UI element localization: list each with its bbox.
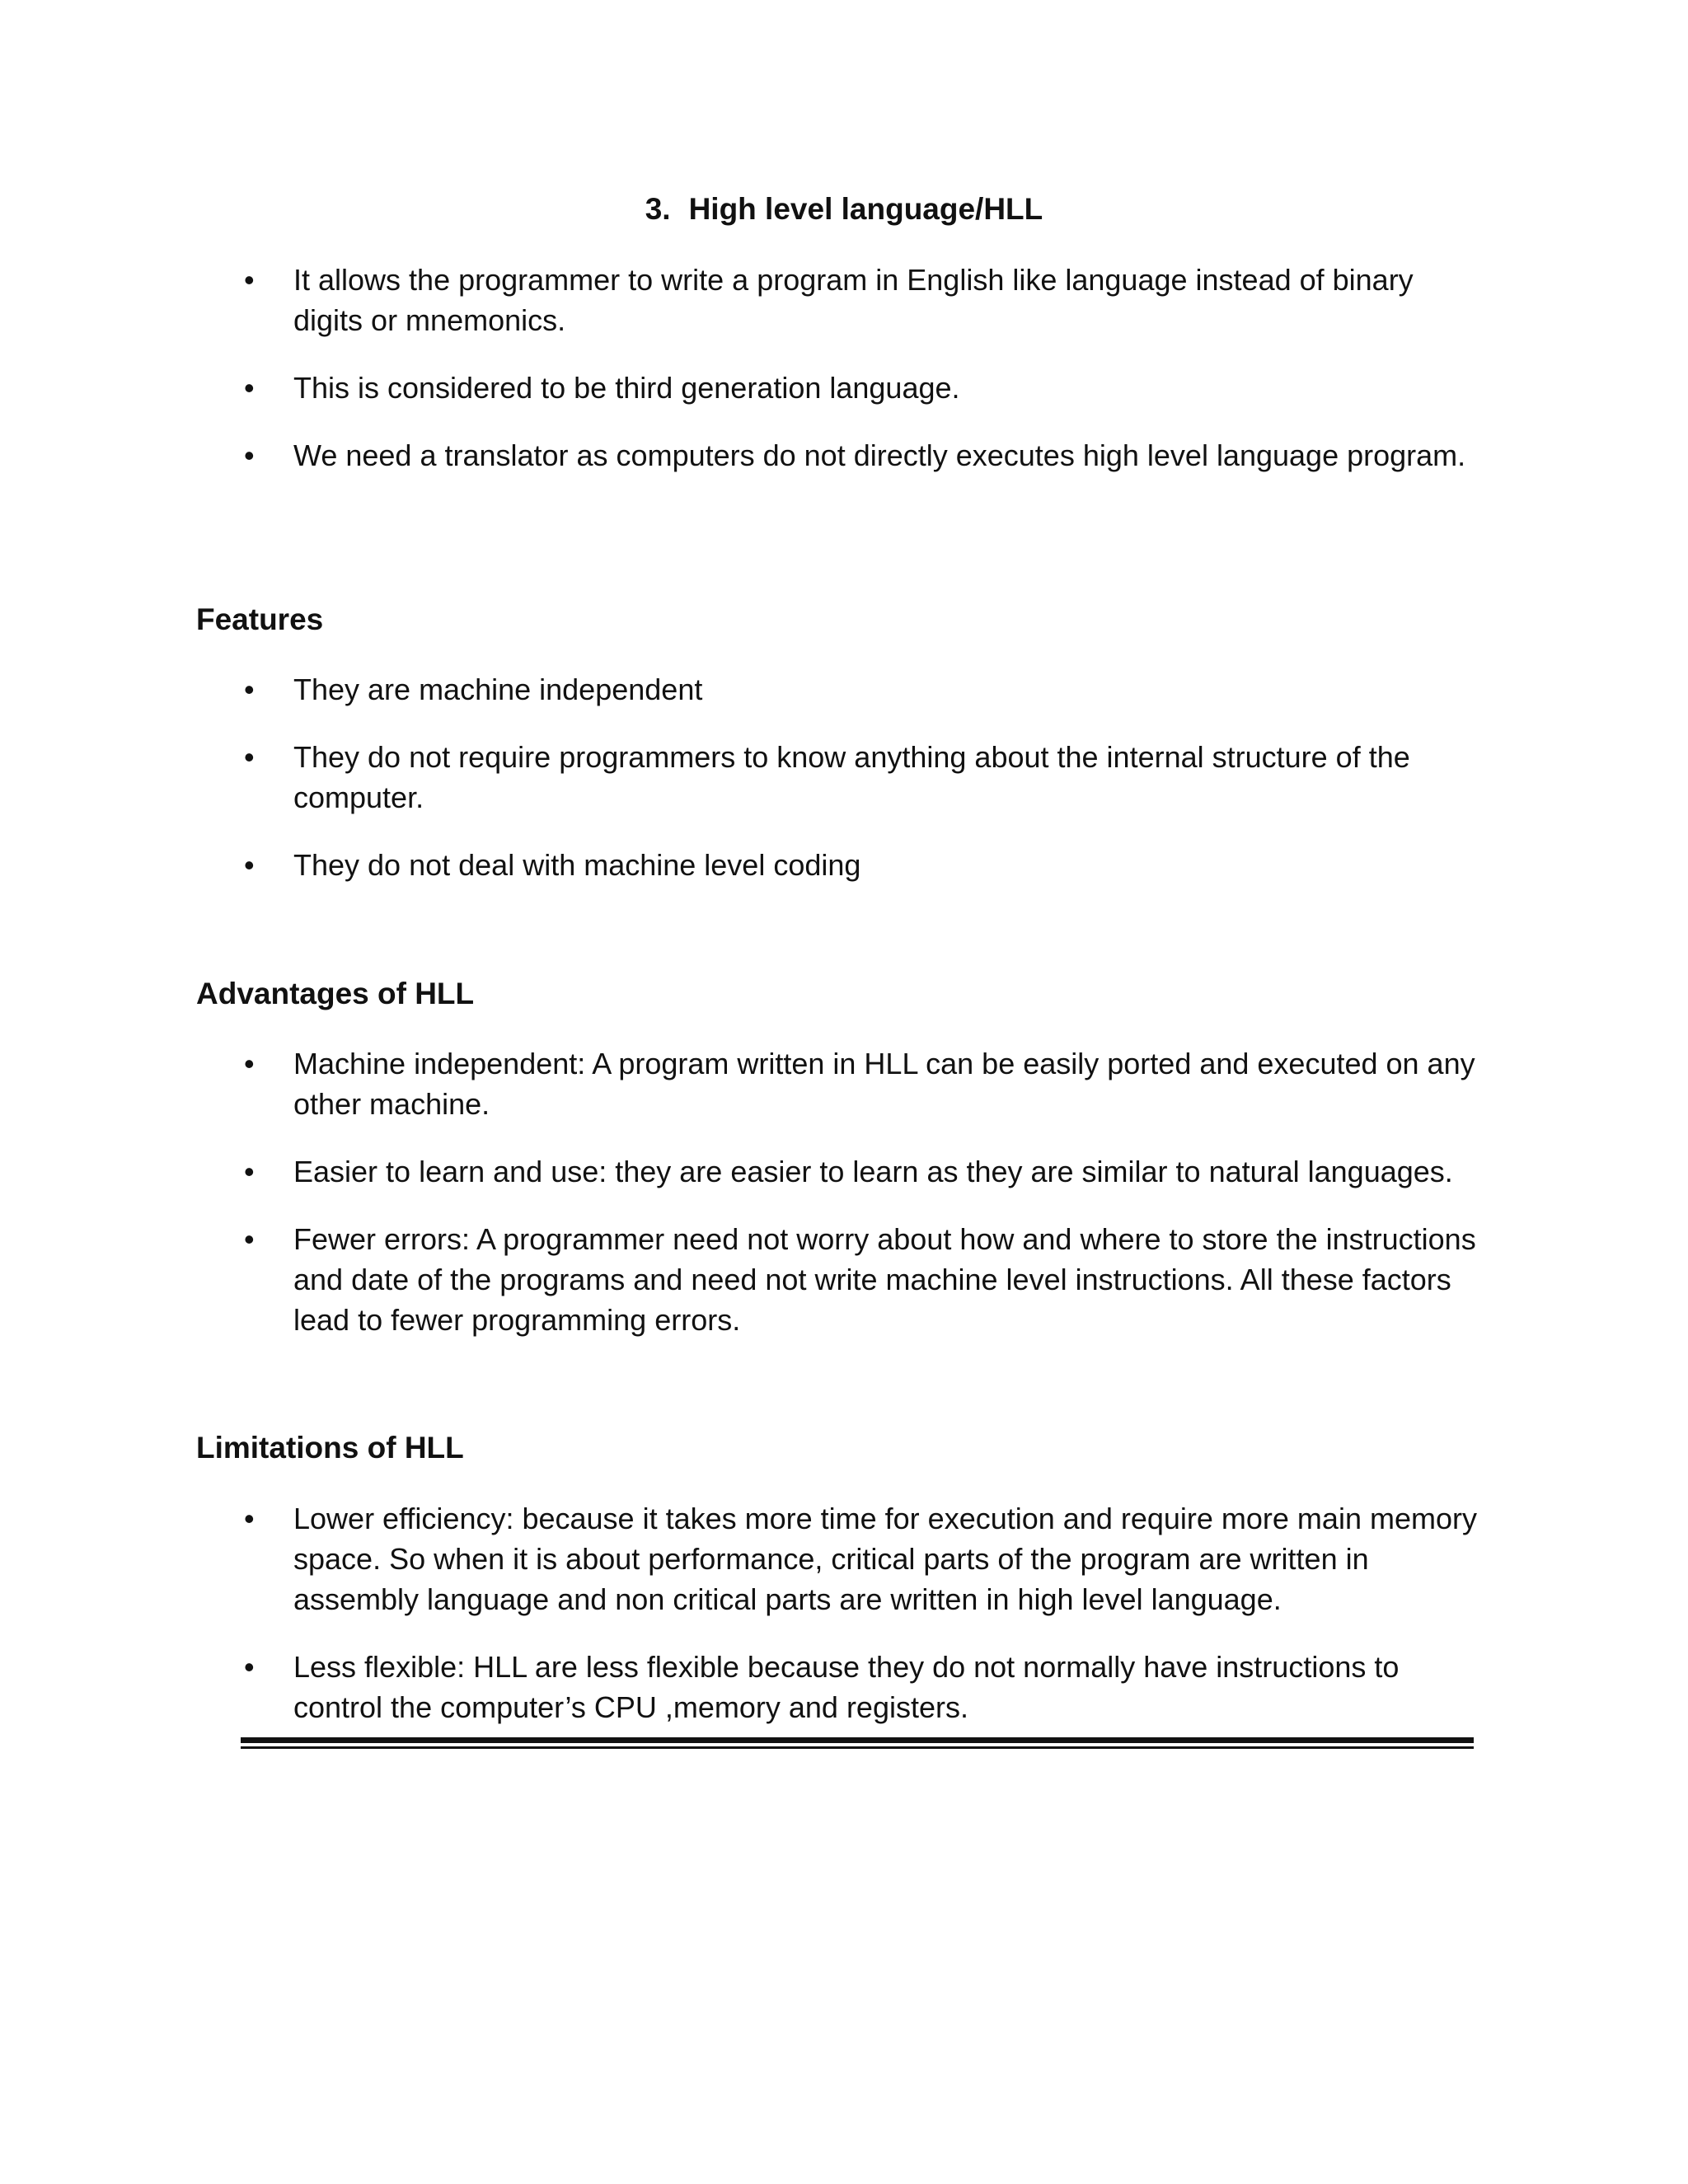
bullet-icon: • — [244, 1155, 255, 1188]
bullet-icon: • — [244, 1222, 255, 1256]
bullet-icon: • — [244, 1047, 255, 1080]
advantages-list — [0, 1043, 1480, 1367]
list-item: • Machine independent: A program written in HLL can be easily ported and executed on any other machine. — [0, 1043, 1480, 1124]
list-item: • They do not require programmers to know anything about the internal structure of the computer. — [0, 737, 1480, 818]
features-list — [0, 669, 1480, 912]
rule-thick-line — [241, 1737, 1474, 1743]
list-item: • It allows the programmer to write a program in English like language instead of binary digits or mnemonics. — [0, 260, 1480, 340]
list-item: • Less flexible: HLL are less flexible because they do not normally have instructions to control the computer’s CPU ,memory and registers. — [0, 1647, 1480, 1727]
list-item: • We need a translator as computers do not directly executes high level language program. — [0, 435, 1480, 476]
limitations-list — [0, 1498, 1480, 1755]
bullet-icon: • — [244, 1650, 255, 1684]
advantages-heading: Advantages of HLL — [196, 977, 475, 1010]
bullet-icon: • — [244, 848, 255, 882]
bullet-icon: • — [244, 263, 255, 297]
title-number: 3. — [645, 192, 671, 226]
list-item: • Easier to learn and use: they are easier to learn as they are similar to natural languages. — [0, 1151, 1480, 1192]
title-text: High level language/HLL — [688, 192, 1043, 226]
list-item: • This is considered to be third generation language. — [0, 368, 1480, 408]
list-item: • They are machine independent — [0, 669, 1480, 710]
list-item: • They do not deal with machine level coding — [0, 845, 1480, 885]
page-title — [0, 190, 1688, 229]
list-item: • Lower efficiency: because it takes more time for execution and require more main memory space. So when it is about performance, critical parts of the program are written in assembly language and non critical parts are written in high level language. — [0, 1498, 1480, 1619]
bullet-icon: • — [244, 673, 255, 706]
bullet-icon: • — [244, 740, 255, 774]
intro-list — [0, 260, 1480, 503]
bullet-icon: • — [244, 1502, 255, 1535]
bullet-icon: • — [244, 438, 255, 472]
list-item: • Fewer errors: A programmer need not worry about how and where to store the instructions and date of the programs and need not write machine level instructions. All these factors lead to fewer programming errors. — [0, 1219, 1480, 1340]
rule-thin-line — [241, 1746, 1474, 1749]
features-heading: Features — [196, 602, 324, 636]
limitations-heading: Limitations of HLL — [196, 1431, 464, 1465]
bullet-icon: • — [244, 371, 255, 405]
double-rule-divider — [241, 1737, 1474, 1749]
